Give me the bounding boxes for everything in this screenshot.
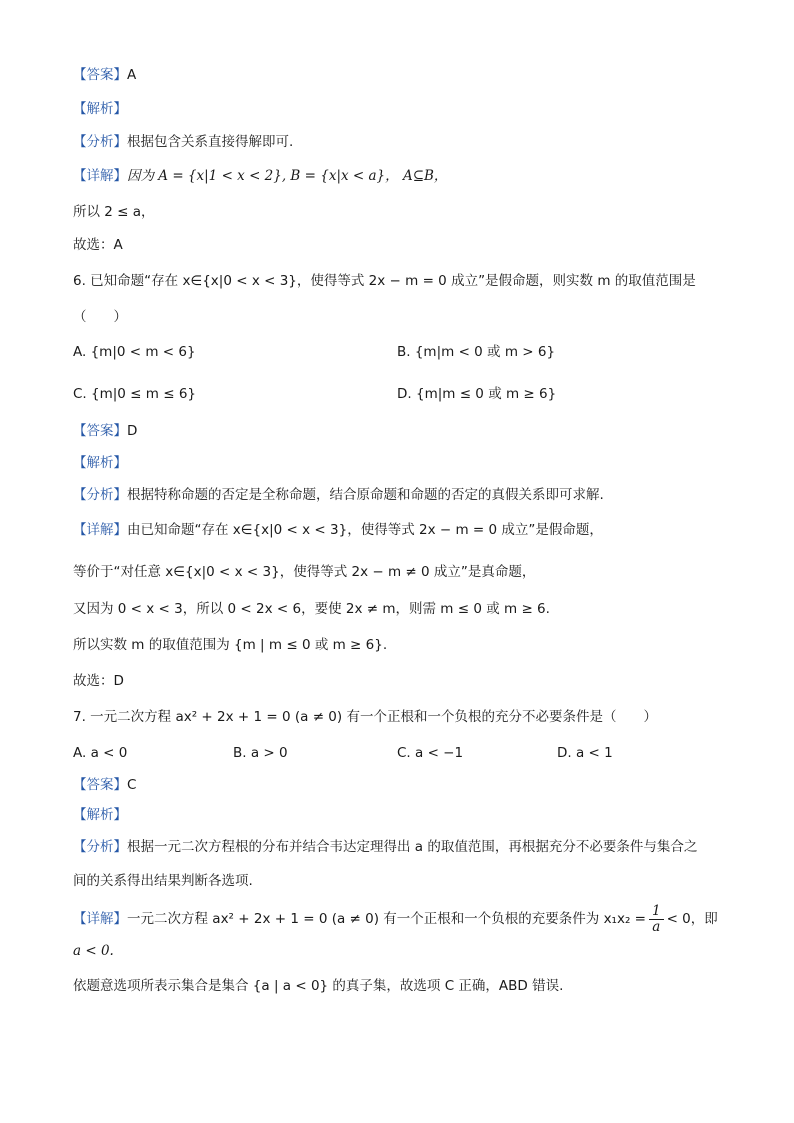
answer-line-1 — [73, 66, 136, 84]
option-b — [233, 744, 288, 762]
answer-value: D — [127, 423, 138, 439]
question-7-stem — [73, 708, 657, 726]
text-line — [73, 563, 535, 581]
fenxi-text: 根据一元二次方程根的分布并结合韦达定理得出 a 的取值范围，再根据充分不必要条件与集合之 — [127, 839, 698, 855]
option-text: D. a < 1 — [557, 745, 613, 761]
fraction-denominator: a — [652, 918, 661, 935]
xiangjie-label: 【详解】 — [73, 522, 127, 538]
text-line — [73, 672, 124, 690]
text-content: 依题意选项所表示集合是集合 {a | a < 0} 的真子集，故选项 C 正确，ABD 错误. — [73, 978, 564, 994]
xiangjie-line-2 — [73, 521, 603, 539]
text-content: 所以实数 m 的取值范围为 {m | m ≤ 0 或 m ≥ 6}. — [73, 637, 388, 653]
text-line — [73, 600, 550, 618]
text-content: a < 0. — [73, 943, 114, 959]
question-blank: （ ） — [73, 309, 127, 325]
analysis-label: 【解析】 — [73, 455, 127, 471]
fenxi-label: 【分析】 — [73, 487, 127, 503]
option-text: B. {m|m < 0 或 m > 6} — [397, 344, 556, 360]
option-b — [397, 343, 555, 361]
option-text: D. {m|m ≤ 0 或 m ≥ 6} — [397, 386, 557, 402]
answer-line-2 — [73, 422, 137, 440]
text-content: 故选：D — [73, 673, 124, 689]
answer-value: A — [127, 67, 137, 83]
xiangjie-text: 因为 A = {x|1 < x < 2}, B = {x|x < a}， A⊆B， — [127, 168, 448, 184]
fenxi-line-3 — [73, 838, 697, 856]
option-text: A. {m|0 < m < 6} — [73, 344, 196, 360]
fenxi-line-1 — [73, 133, 293, 151]
xiangjie-text: 由已知命题“存在 x∈{x|0 < x < 3}，使得等式 2x − m = 0 成立”是假命题， — [127, 522, 603, 538]
xiangjie-text: 一元二次方程 ax² + 2x + 1 = 0 (a ≠ 0) 有一个正根和一个负根的充要条件为 x₁x₂ = — [127, 911, 646, 927]
answer-value: C — [127, 777, 137, 793]
answer-label: 【答案】 — [73, 67, 127, 83]
text-content: 间的关系得出结果判断各选项. — [73, 873, 253, 889]
xiangjie-line-3 — [73, 902, 718, 936]
analysis-heading-1 — [73, 100, 127, 118]
fraction-numerator: 1 — [649, 904, 664, 920]
fenxi-text: 根据特称命题的否定是全称命题，结合原命题和命题的否定的真假关系即可求解. — [127, 487, 604, 503]
text-line — [73, 872, 253, 890]
option-a — [73, 744, 127, 762]
text-content: 又因为 0 < x < 3，所以 0 < 2x < 6，要使 2x ≠ m，则需 m ≤ 0 或 m ≥ 6. — [73, 601, 550, 617]
text-line — [73, 636, 387, 654]
text-line — [73, 203, 155, 221]
option-text: C. a < −1 — [397, 745, 464, 761]
analysis-label: 【解析】 — [73, 101, 127, 117]
text-line — [73, 236, 123, 254]
answer-line-3 — [73, 776, 136, 794]
answer-label: 【答案】 — [73, 777, 127, 793]
text-content: 故选：A — [73, 237, 123, 253]
analysis-label: 【解析】 — [73, 807, 127, 823]
option-d — [557, 744, 613, 762]
fenxi-line-2 — [73, 486, 604, 504]
option-a — [73, 343, 196, 361]
text-line — [73, 942, 114, 960]
answer-label: 【答案】 — [73, 423, 127, 439]
analysis-heading-2 — [73, 454, 127, 472]
xiangjie-label: 【详解】 — [73, 911, 127, 927]
option-text: B. a > 0 — [233, 745, 288, 761]
text-line — [73, 977, 563, 995]
xiangjie-label: 【详解】 — [73, 168, 127, 184]
analysis-heading-3 — [73, 806, 127, 824]
question-6-blank — [73, 308, 127, 326]
fenxi-label: 【分析】 — [73, 839, 127, 855]
question-text: 7. 一元二次方程 ax² + 2x + 1 = 0 (a ≠ 0) 有一个正根和一个负根的充分不必要条件是（ ） — [73, 709, 657, 725]
question-6-stem — [73, 272, 696, 290]
option-text: A. a < 0 — [73, 745, 128, 761]
fraction — [649, 904, 664, 935]
xiangjie-line-1 — [73, 167, 447, 185]
text-content: 所以 2 ≤ a， — [73, 204, 155, 220]
option-c — [73, 385, 196, 403]
fenxi-label: 【分析】 — [73, 134, 127, 150]
option-d — [397, 385, 556, 403]
option-c — [397, 744, 463, 762]
question-text: 6. 已知命题“存在 x∈{x|0 < x < 3}，使得等式 2x − m = 0 成立”是假命题，则实数 m 的取值范围是 — [73, 273, 696, 289]
xiangjie-text-end: < 0，即 — [666, 911, 718, 927]
fenxi-text: 根据包含关系直接得解即可. — [127, 134, 294, 150]
option-text: C. {m|0 ≤ m ≤ 6} — [73, 386, 197, 402]
text-content: 等价于“对任意 x∈{x|0 < x < 3}，使得等式 2x − m ≠ 0 成立”是真命题， — [73, 564, 536, 580]
